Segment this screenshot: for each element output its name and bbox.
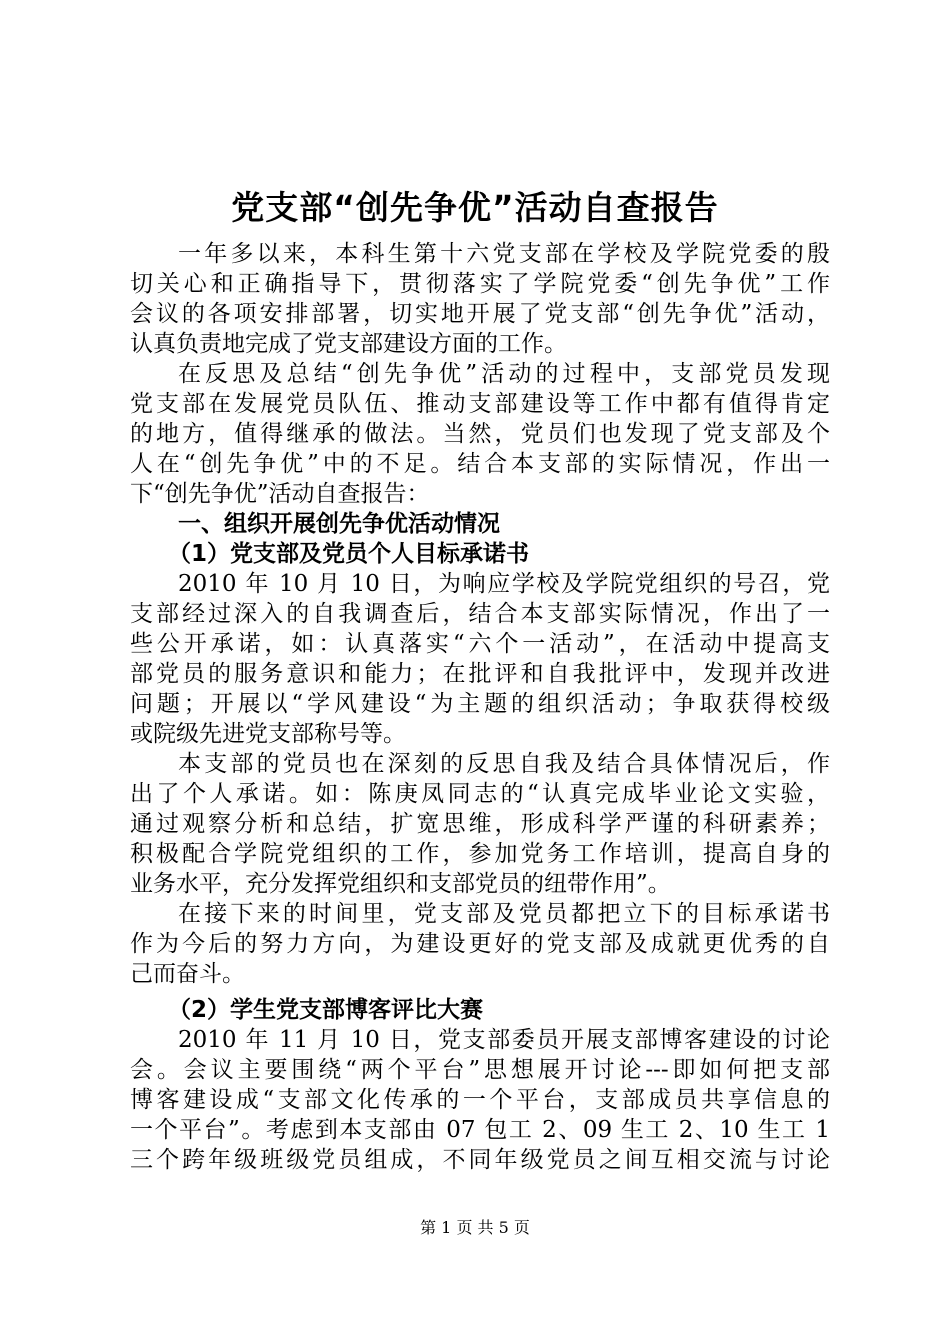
paragraph-commitment — [130, 569, 830, 749]
subsection-heading: （1）党支部及党员个人目标承诺书 — [168, 541, 530, 567]
paragraph-personal-commitment — [130, 749, 830, 899]
paragraph-line: 一年多以来，本科生第十六党支部在学校及学院党委的殷 — [178, 241, 830, 267]
paragraph-line: 博客建设成“支部文化传承的一个平台，支部成员共享信息的 — [130, 1087, 830, 1113]
paragraph-line: 在反思及总结“创先争优”活动的过程中，支部党员发现 — [178, 361, 830, 387]
paragraph-line: 的地方，值得继承的做法。当然，党员们也发现了党支部及个 — [130, 421, 830, 447]
paragraph-line: 问题；开展以“学风建设“为主题的组织活动；争取获得校级 — [130, 691, 830, 717]
paragraph-line: 切关心和正确指导下，贯彻落实了学院党委“创先争优”工作 — [130, 271, 830, 297]
paragraph-line: 通过观察分析和总结，扩宽思维，形成科学严谨的科研素养； — [130, 811, 830, 837]
paragraph-line: 在接下来的时间里，党支部及党员都把立下的目标承诺书 — [178, 901, 830, 927]
paragraph-line: 下“创先争优”活动自查报告： — [130, 481, 430, 507]
paragraph-line: 2010 年 11 月 10 日，党支部委员开展支部博客建设的讨论 — [178, 1027, 830, 1053]
paragraph-line: 本支部的党员也在深刻的反思自我及结合具体情况后，作 — [178, 751, 830, 777]
document-title: 党支部“创先争优”活动自查报告 — [231, 188, 719, 227]
paragraph-line: 2010 年 10 月 10 日，为响应学校及学院党组织的号召，党 — [178, 571, 830, 597]
paragraph-line: 部党员的服务意识和能力；在批评和自我批评中，发现并改进 — [130, 661, 830, 687]
paragraph-line: 党支部在发展党员队伍、推动支部建设等工作中都有值得肯定 — [130, 391, 830, 417]
paragraph-line: 业务水平，充分发挥党组织和支部党员的纽带作用”。 — [130, 871, 671, 897]
paragraph-line: 己而奋斗。 — [130, 961, 245, 987]
paragraph-blog — [130, 1025, 830, 1175]
paragraph-line: 些公开承诺，如：认真落实“六个一活动”，在活动中提高支 — [130, 631, 830, 657]
paragraph-line: 出了个人承诺。如：陈庚凤同志的“认真完成毕业论文实验， — [130, 781, 830, 807]
paragraph-line: 会。会议主要围绕“两个平台”思想展开讨论---即如何把支部 — [130, 1057, 830, 1083]
paragraph-line: 支部经过深入的自我调查后，结合本支部实际情况，作出了一 — [130, 601, 830, 627]
paragraph-line: 三个跨年级班级党员组成，不同年级党员之间互相交流与讨论 — [130, 1147, 830, 1173]
paragraph-line: 认真负责地完成了党支部建设方面的工作。 — [130, 331, 567, 357]
paragraph-future — [130, 899, 830, 989]
subsection-heading: （2）学生党支部博客评比大赛 — [168, 997, 484, 1023]
page-footer: 第 1 页 共 5 页 — [420, 1218, 530, 1237]
paragraph-line: 会议的各项安排部署，切实地开展了党支部“创先争优”活动， — [130, 301, 830, 327]
paragraph-line: 作为今后的努力方向，为建设更好的党支部及成就更优秀的自 — [130, 931, 830, 957]
paragraph-line: 一个平台”。考虑到本支部由 07 包工 2、09 生工 2、10 生工 1 — [130, 1117, 830, 1143]
paragraph-line: 或院级先进党支部称号等。 — [130, 721, 406, 747]
paragraph-intro — [130, 239, 830, 359]
paragraph-line: 人在“创先争优”中的不足。结合本支部的实际情况，作出一 — [130, 451, 830, 477]
paragraph-reflection — [130, 359, 830, 509]
section-heading: 一、组织开展创先争优活动情况 — [178, 511, 500, 537]
paragraph-line: 积极配合学院党组织的工作，参加党务工作培训，提高自身的 — [130, 841, 830, 867]
document-body — [130, 239, 830, 1175]
